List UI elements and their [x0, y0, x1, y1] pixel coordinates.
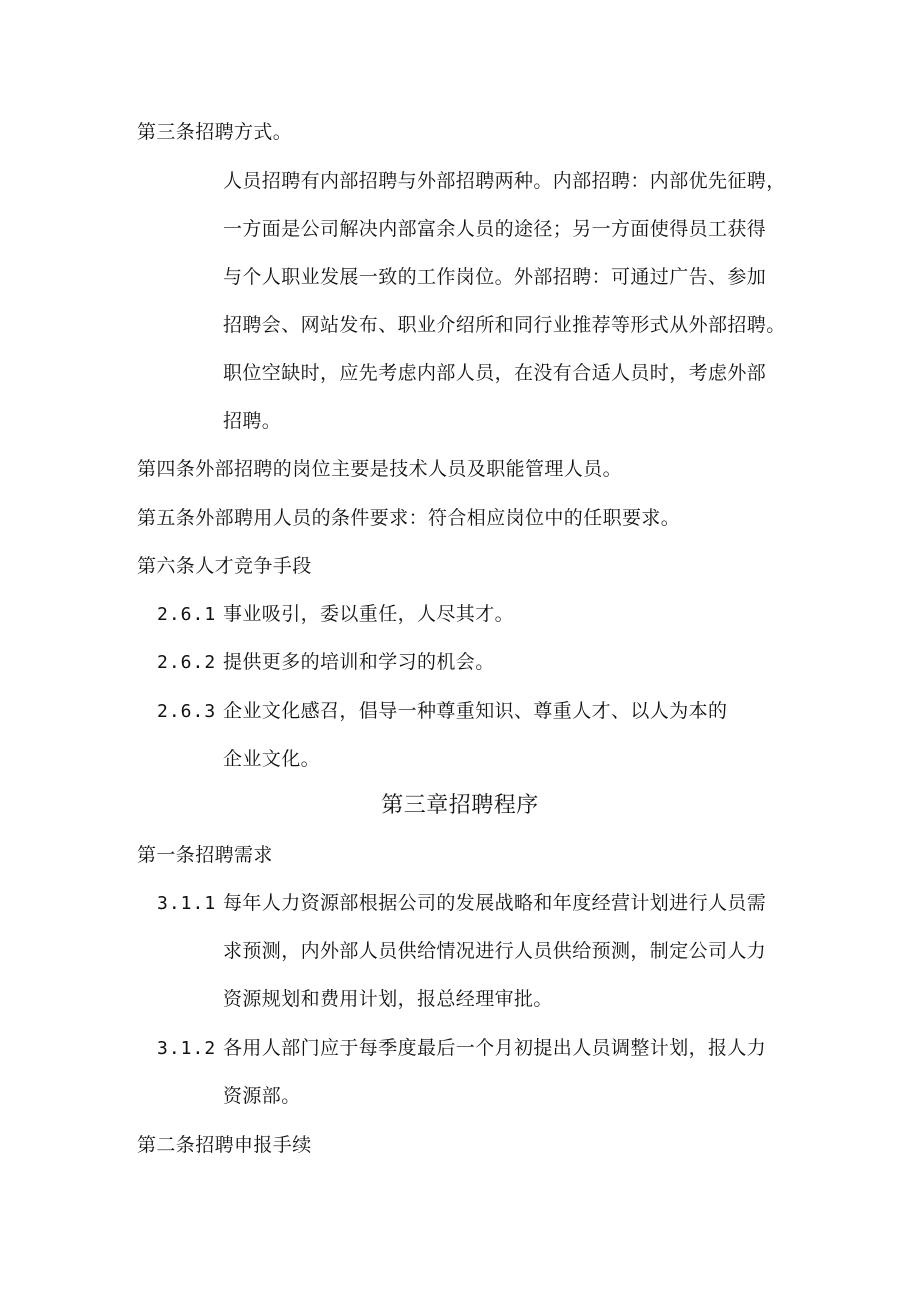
article-5: 第五条外部聘用人员的条件要求：符合相应岗位中的任职要求。 — [137, 507, 681, 529]
article-3-title: 第三条招聘方式。 — [137, 121, 293, 143]
item-number: 3.1.1 — [157, 893, 217, 914]
chapter-3-article-1-title: 第一条招聘需求 — [137, 844, 273, 866]
item-text: 资源部。 — [223, 1085, 301, 1107]
article-3-line-4: 招聘会、网站发布、职业介绍所和同行业推荐等形式从外部招聘。 — [223, 314, 786, 336]
item-text: 提供更多的培训和学习的机会。 — [223, 651, 495, 673]
item-text: 各用人部门应于每季度最后一个月初提出人员调整计划，报人力 — [223, 1037, 767, 1059]
item-number: 2.6.2 — [157, 652, 217, 673]
item-text: 事业吸引，委以重任，人尽其才。 — [223, 603, 515, 625]
item-text: 资源规划和费用计划，报总经理审批。 — [223, 988, 553, 1010]
item-text: 每年人力资源部根据公司的发展战略和年度经营计划进行人员需 — [223, 892, 767, 914]
article-6-title: 第六条人才竞争手段 — [137, 555, 312, 577]
item-number: 2.6.3 — [157, 701, 217, 722]
article-3-line-1: 人员招聘有内部招聘与外部招聘两种。内部招聘：内部优先征聘， — [223, 170, 786, 192]
chapter-heading: 第三章招聘程序 — [381, 793, 539, 818]
item-text: 求预测，内外部人员供给情况进行人员供给预测，制定公司人力 — [223, 940, 767, 962]
item-text: 企业文化。 — [223, 748, 321, 770]
article-3-line-3: 与个人职业发展一致的工作岗位。外部招聘：可通过广告、参加 — [223, 266, 767, 288]
article-3-line-6: 招聘。 — [223, 410, 282, 432]
item-number: 3.1.2 — [157, 1038, 217, 1059]
item-text: 企业文化感召，倡导一种尊重知识、尊重人才、以人为本的 — [223, 700, 728, 722]
article-3-line-5: 职位空缺时，应先考虑内部人员，在没有合适人员时，考虑外部 — [223, 362, 767, 384]
item-number: 2.6.1 — [157, 604, 217, 625]
article-4: 第四条外部招聘的岗位主要是技术人员及职能管理人员。 — [137, 458, 623, 480]
article-3-line-2: 一方面是公司解决内部富余人员的途径；另一方面使得员工获得 — [223, 218, 767, 240]
chapter-3-article-2-title: 第二条招聘申报手续 — [137, 1134, 312, 1156]
